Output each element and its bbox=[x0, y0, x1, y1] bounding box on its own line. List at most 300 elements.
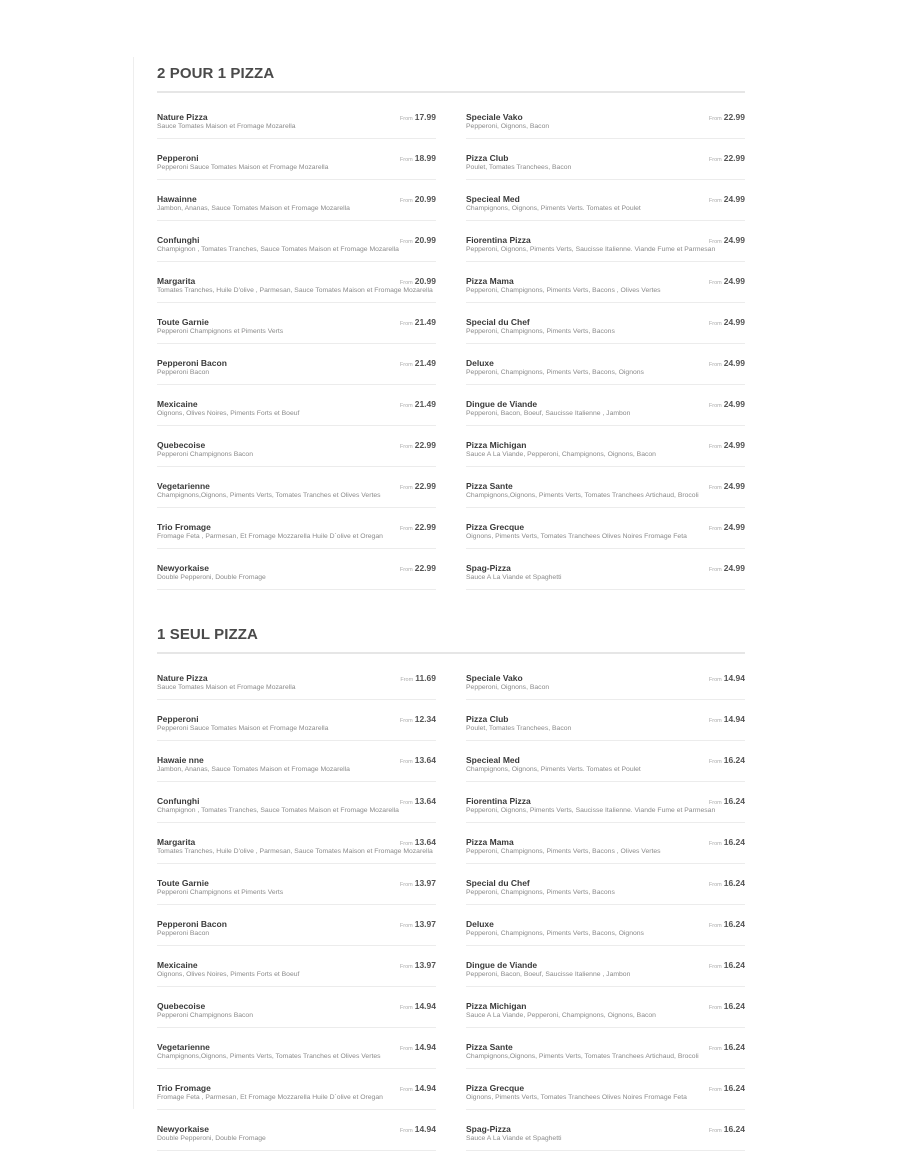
section-1-seul-pizza bbox=[157, 625, 745, 1160]
menu-item-header bbox=[466, 955, 745, 969]
menu-item-description: Pepperoni, Bacon, Boeuf, Saucisse Italienne , Jambon bbox=[466, 971, 631, 978]
menu-item[interactable] bbox=[466, 189, 745, 221]
menu-item-price bbox=[709, 148, 745, 166]
from-label: From bbox=[399, 923, 413, 929]
from-label: From bbox=[708, 882, 722, 888]
menu-item[interactable] bbox=[466, 955, 745, 987]
menu-item-name: Special du Chef bbox=[466, 878, 530, 888]
price-value: 14.94 bbox=[414, 1083, 436, 1093]
menu-item[interactable] bbox=[466, 558, 745, 590]
from-label: From bbox=[399, 718, 413, 724]
from-label: From bbox=[708, 157, 722, 163]
menu-item-description: Champignons,Oignons, Piments Verts, Tomates Tranchees Artichaud, Brocoli bbox=[466, 1053, 699, 1060]
from-label: From bbox=[708, 677, 722, 683]
price-value: 13.64 bbox=[414, 796, 436, 806]
menu-item-header bbox=[157, 750, 436, 764]
menu-item-name: Pepperoni bbox=[157, 714, 199, 724]
from-label: From bbox=[399, 800, 413, 806]
from-label: From bbox=[708, 964, 722, 970]
menu-item-price bbox=[709, 750, 745, 768]
price-value: 16.24 bbox=[723, 796, 745, 806]
from-label: From bbox=[708, 362, 722, 368]
price-value: 13.97 bbox=[414, 960, 436, 970]
menu-item[interactable] bbox=[157, 394, 436, 426]
from-label: From bbox=[708, 526, 722, 532]
menu-item-name: Pepperoni Bacon bbox=[157, 919, 227, 929]
from-label: From bbox=[399, 1087, 413, 1093]
from-label: From bbox=[708, 800, 722, 806]
price-value: 14.94 bbox=[414, 1042, 436, 1052]
price-value: 22.99 bbox=[414, 440, 436, 450]
menu-item-description: Tomates Tranches, Huile D'olive , Parmesan, Sauce Tomates Maison et Fromage Mozarella bbox=[157, 287, 433, 294]
menu-item-price bbox=[400, 996, 436, 1014]
price-value: 16.24 bbox=[723, 919, 745, 929]
menu-item[interactable] bbox=[466, 1037, 745, 1069]
menu-item-name: Confunghi bbox=[157, 796, 200, 806]
price-value: 22.99 bbox=[414, 563, 436, 573]
menu-item-description: Fromage Feta , Parmesan, Et Fromage Mozzarella Huile D`olive et Oregan bbox=[157, 1094, 383, 1101]
menu-item-name: Toute Garnie bbox=[157, 878, 209, 888]
menu-item-header bbox=[157, 271, 436, 285]
from-label: From bbox=[399, 882, 413, 888]
menu-item-price bbox=[709, 668, 745, 686]
from-label: From bbox=[399, 485, 413, 491]
menu-item-name: Specieal Med bbox=[466, 194, 520, 204]
menu-item-description: Pepperoni Bacon bbox=[157, 930, 210, 937]
menu-item-name: Fiorentina Pizza bbox=[466, 796, 531, 806]
menu-item-header bbox=[466, 353, 745, 367]
menu-item[interactable] bbox=[466, 709, 745, 741]
menu-item-name: Trio Fromage bbox=[157, 1083, 211, 1093]
menu-item-header bbox=[466, 914, 745, 928]
menu-item[interactable] bbox=[466, 476, 745, 508]
menu-item-name: Mexicaine bbox=[157, 960, 198, 970]
menu-item-header bbox=[466, 148, 745, 162]
menu-item[interactable] bbox=[157, 955, 436, 987]
from-label: From bbox=[399, 157, 413, 163]
menu-item[interactable] bbox=[157, 312, 436, 344]
price-value: 13.97 bbox=[414, 919, 436, 929]
menu-item[interactable] bbox=[157, 1037, 436, 1069]
menu-item[interactable] bbox=[157, 668, 436, 700]
menu-item-description: Pepperoni Champignons Bacon bbox=[157, 1012, 253, 1019]
menu-item-description: Champignons,Oignons, Piments Verts, Tomates Tranches et Olives Vertes bbox=[157, 1053, 381, 1060]
menu-item[interactable] bbox=[157, 353, 436, 385]
menu-item-price bbox=[709, 353, 745, 371]
menu-item-name: Vegetarienne bbox=[157, 481, 210, 491]
menu-item-name: Pizza Club bbox=[466, 153, 509, 163]
menu-item-name: Pizza Mama bbox=[466, 837, 514, 847]
menu-item-description: Double Pepperoni, Double Fromage bbox=[157, 574, 266, 581]
menu-item-name: Deluxe bbox=[466, 919, 494, 929]
menu-item-price bbox=[400, 1119, 436, 1137]
price-value: 21.49 bbox=[414, 399, 436, 409]
menu-item[interactable] bbox=[157, 873, 436, 905]
menu-item-header bbox=[157, 709, 436, 723]
menu-item-name: Specieal Med bbox=[466, 755, 520, 765]
menu-item-header bbox=[157, 517, 436, 531]
menu-item[interactable] bbox=[157, 1119, 436, 1151]
price-value: 24.99 bbox=[723, 522, 745, 532]
price-value: 24.99 bbox=[723, 317, 745, 327]
menu-item-price bbox=[400, 476, 436, 494]
price-value: 24.99 bbox=[723, 276, 745, 286]
price-value: 22.99 bbox=[723, 153, 745, 163]
menu-item[interactable] bbox=[157, 709, 436, 741]
price-value: 20.99 bbox=[414, 235, 436, 245]
menu-item-name: Hawaie nne bbox=[157, 755, 204, 765]
menu-item-header bbox=[157, 435, 436, 449]
menu-item-name: Quebecoise bbox=[157, 1001, 206, 1011]
menu-item-description: Pepperoni, Oignons, Piments Verts, Saucisse Italienne. Viande Fume et Parmesan bbox=[466, 246, 716, 253]
menu-item-name: Pizza Grecque bbox=[466, 1083, 525, 1093]
menu-item-description: Pepperoni, Champignons, Piments Verts, Bacons , Olives Vertes bbox=[466, 287, 661, 294]
section-title: 1 SEUL PIZZA bbox=[157, 626, 258, 643]
menu-item-description: Pepperoni, Bacon, Boeuf, Saucisse Italienne , Jambon bbox=[466, 410, 631, 417]
menu-item[interactable] bbox=[157, 107, 436, 139]
menu-item-price bbox=[709, 517, 745, 535]
menu-item-name: Hawainne bbox=[157, 194, 197, 204]
menu-item-price bbox=[400, 750, 436, 768]
menu-item-price bbox=[400, 668, 436, 686]
price-value: 21.49 bbox=[414, 317, 436, 327]
price-value: 24.99 bbox=[723, 358, 745, 368]
menu-item-header bbox=[466, 230, 745, 244]
menu-item-price bbox=[709, 914, 745, 932]
menu-item-description: Sauce Tomates Maison et Fromage Mozarella bbox=[157, 684, 296, 691]
menu-item-price bbox=[400, 791, 436, 809]
menu-item-description: Champignons, Oignons, Piments Verts. Tomates et Poulet bbox=[466, 766, 641, 773]
menu-item-price bbox=[709, 476, 745, 494]
menu-item-name: Pizza Grecque bbox=[466, 522, 525, 532]
from-label: From bbox=[399, 759, 413, 765]
menu-item-header bbox=[466, 558, 745, 572]
menu-item-description: Sauce A La Viande, Pepperoni, Champignons, Oignons, Bacon bbox=[466, 1012, 656, 1019]
menu-item-price bbox=[709, 312, 745, 330]
menu-item-name: Vegetarienne bbox=[157, 1042, 210, 1052]
from-label: From bbox=[399, 280, 413, 286]
from-label: From bbox=[399, 239, 413, 245]
menu-item-header bbox=[466, 189, 745, 203]
menu-item[interactable] bbox=[157, 791, 436, 823]
price-value: 24.99 bbox=[723, 563, 745, 573]
menu-item-price bbox=[709, 271, 745, 289]
menu-item-name: Pepperoni Bacon bbox=[157, 358, 227, 368]
menu-item-description: Pepperoni, Oignons, Bacon bbox=[466, 684, 550, 691]
menu-item-name: Trio Fromage bbox=[157, 522, 211, 532]
menu-item[interactable] bbox=[466, 148, 745, 180]
from-label: From bbox=[399, 1128, 413, 1134]
from-label: From bbox=[399, 403, 413, 409]
menu-item-name: Pepperoni bbox=[157, 153, 199, 163]
menu-item[interactable] bbox=[466, 353, 745, 385]
menu-item[interactable] bbox=[157, 271, 436, 303]
menu-column-left bbox=[157, 668, 436, 1160]
price-value: 16.24 bbox=[723, 878, 745, 888]
menu-item[interactable] bbox=[466, 750, 745, 782]
price-value: 13.64 bbox=[414, 837, 436, 847]
price-value: 16.24 bbox=[723, 1042, 745, 1052]
menu-item-name: Speciale Vako bbox=[466, 112, 523, 122]
menu-item-price bbox=[400, 435, 436, 453]
menu-item-header bbox=[157, 996, 436, 1010]
menu-item-name: Speciale Vako bbox=[466, 673, 523, 683]
menu-item-description: Champignon , Tomates Tranches, Sauce Tomates Maison et Fromage Mozarella bbox=[157, 807, 399, 814]
menu-item-price bbox=[709, 1119, 745, 1137]
menu-item[interactable] bbox=[157, 435, 436, 467]
menu-item-description: Fromage Feta , Parmesan, Et Fromage Mozzarella Huile D`olive et Oregan bbox=[157, 533, 383, 540]
menu-item-header bbox=[466, 996, 745, 1010]
price-value: 16.24 bbox=[723, 1124, 745, 1134]
from-label: From bbox=[708, 567, 722, 573]
menu-item[interactable] bbox=[466, 271, 745, 303]
menu-item-description: Pepperoni, Champignons, Piments Verts, Bacons, Oignons bbox=[466, 369, 644, 376]
menu-item-price bbox=[709, 996, 745, 1014]
menu-item-header bbox=[157, 1078, 436, 1092]
menu-item-header bbox=[466, 517, 745, 531]
menu-item-name: Pizza Club bbox=[466, 714, 509, 724]
menu-item-name: Nature Pizza bbox=[157, 673, 208, 683]
menu-item-name: Pizza Mama bbox=[466, 276, 514, 286]
menu-item[interactable] bbox=[157, 517, 436, 549]
menu-column-left bbox=[157, 107, 436, 599]
price-value: 22.99 bbox=[723, 112, 745, 122]
menu-item-description: Tomates Tranches, Huile D'olive , Parmesan, Sauce Tomates Maison et Fromage Mozarella bbox=[157, 848, 433, 855]
price-value: 22.99 bbox=[414, 481, 436, 491]
price-value: 14.94 bbox=[414, 1124, 436, 1134]
menu-item-name: Confunghi bbox=[157, 235, 200, 245]
menu-item-description: Jambon, Ananas, Sauce Tomates Maison et Fromage Mozarella bbox=[157, 205, 350, 212]
menu-item[interactable] bbox=[157, 476, 436, 508]
menu-item-header bbox=[466, 791, 745, 805]
menu-item-description: Sauce A La Viande, Pepperoni, Champignons, Oignons, Bacon bbox=[466, 451, 656, 458]
price-value: 17.99 bbox=[414, 112, 436, 122]
menu-item[interactable] bbox=[157, 148, 436, 180]
from-label: From bbox=[400, 677, 414, 683]
menu-item-description: Pepperoni Sauce Tomates Maison et Fromage Mozarella bbox=[157, 164, 329, 171]
menu-item-price bbox=[400, 230, 436, 248]
menu-item-name: Fiorentina Pizza bbox=[466, 235, 531, 245]
menu-item-price bbox=[709, 1037, 745, 1055]
menu-item[interactable] bbox=[157, 1078, 436, 1110]
menu-item[interactable] bbox=[466, 668, 745, 700]
menu-item-description: Oignons, Olives Noires, Piments Forts et Boeuf bbox=[157, 410, 300, 417]
menu-item-description: Poulet, Tomates Tranchees, Bacon bbox=[466, 725, 572, 732]
menu-item-description: Champignons,Oignons, Piments Verts, Tomates Tranches et Olives Vertes bbox=[157, 492, 381, 499]
price-value: 16.24 bbox=[723, 1083, 745, 1093]
price-value: 24.99 bbox=[723, 194, 745, 204]
menu-item-description: Poulet, Tomates Tranchees, Bacon bbox=[466, 164, 572, 171]
menu-item-header bbox=[157, 832, 436, 846]
menu-item-price bbox=[400, 914, 436, 932]
price-value: 24.99 bbox=[723, 399, 745, 409]
menu-item-name: Pizza Sante bbox=[466, 481, 513, 491]
menu-item-header bbox=[466, 1119, 745, 1133]
menu-columns bbox=[157, 107, 745, 599]
menu-item-header bbox=[466, 668, 745, 682]
from-label: From bbox=[708, 1087, 722, 1093]
menu-item-description: Pepperoni Champignons et Piments Verts bbox=[157, 328, 284, 335]
menu-item-price bbox=[709, 189, 745, 207]
menu-item-price bbox=[400, 394, 436, 412]
menu-item-header bbox=[157, 230, 436, 244]
menu-item-price bbox=[709, 955, 745, 973]
from-label: From bbox=[708, 198, 722, 204]
menu-item-description: Pepperoni, Champignons, Piments Verts, Bacons bbox=[466, 889, 615, 896]
menu-item-price bbox=[709, 558, 745, 576]
menu-item[interactable] bbox=[466, 1119, 745, 1151]
menu-item-header bbox=[157, 914, 436, 928]
menu-item-header bbox=[157, 476, 436, 490]
price-value: 18.99 bbox=[414, 153, 436, 163]
menu-item-price bbox=[400, 558, 436, 576]
menu-item-description: Oignons, Piments Verts, Tomates Tranchees Olives Noires Fromage Feta bbox=[466, 1094, 687, 1101]
menu-item-description: Oignons, Piments Verts, Tomates Tranchees Olives Noires Fromage Feta bbox=[466, 533, 687, 540]
menu-item-header bbox=[466, 312, 745, 326]
price-value: 22.99 bbox=[414, 522, 436, 532]
menu-item-name: Pizza Sante bbox=[466, 1042, 513, 1052]
price-value: 20.99 bbox=[414, 276, 436, 286]
menu-item[interactable] bbox=[466, 394, 745, 426]
menu-columns bbox=[157, 668, 745, 1160]
menu-item-price bbox=[400, 517, 436, 535]
menu-item-description: Pepperoni Bacon bbox=[157, 369, 210, 376]
menu-item[interactable] bbox=[466, 873, 745, 905]
from-label: From bbox=[708, 321, 722, 327]
menu-item[interactable] bbox=[157, 558, 436, 590]
page-left-border bbox=[133, 57, 134, 1109]
menu-item-price bbox=[709, 709, 745, 727]
price-value: 20.99 bbox=[414, 194, 436, 204]
section-divider bbox=[157, 91, 745, 93]
price-value: 14.94 bbox=[723, 673, 745, 683]
from-label: From bbox=[399, 1005, 413, 1011]
menu-item-header bbox=[466, 107, 745, 121]
menu-item-name: Spag-Pizza bbox=[466, 563, 511, 573]
menu-item-name: Spag-Pizza bbox=[466, 1124, 511, 1134]
section-title: 2 POUR 1 PIZZA bbox=[157, 65, 275, 82]
menu-item-description: Oignons, Olives Noires, Piments Forts et Boeuf bbox=[157, 971, 300, 978]
menu-item-price bbox=[709, 435, 745, 453]
menu-item-price bbox=[400, 709, 436, 727]
menu-item-name: Pizza Michigan bbox=[466, 1001, 527, 1011]
section-divider bbox=[157, 652, 745, 654]
menu-item-name: Dingue de Viande bbox=[466, 399, 538, 409]
menu-item-name: Margarita bbox=[157, 276, 196, 286]
menu-item-price bbox=[400, 1078, 436, 1096]
menu-item[interactable] bbox=[466, 914, 745, 946]
menu-item-description: Pepperoni Sauce Tomates Maison et Fromage Mozarella bbox=[157, 725, 329, 732]
from-label: From bbox=[708, 485, 722, 491]
price-value: 16.24 bbox=[723, 837, 745, 847]
price-value: 11.69 bbox=[415, 673, 436, 683]
menu-item-header bbox=[466, 476, 745, 490]
menu-item-description: Sauce A La Viande et Spaghetti bbox=[466, 1135, 562, 1142]
from-label: From bbox=[399, 567, 413, 573]
menu-item-header bbox=[157, 312, 436, 326]
menu-item-name: Nature Pizza bbox=[157, 112, 208, 122]
menu-item[interactable] bbox=[157, 230, 436, 262]
menu-item-description: Pepperoni Champignons Bacon bbox=[157, 451, 253, 458]
from-label: From bbox=[708, 841, 722, 847]
menu-item-name: Quebecoise bbox=[157, 440, 206, 450]
price-value: 12.34 bbox=[414, 714, 436, 724]
menu-item-description: Pepperoni, Champignons, Piments Verts, Bacons, Oignons bbox=[466, 930, 644, 937]
menu-item-header bbox=[466, 750, 745, 764]
menu-item[interactable] bbox=[466, 107, 745, 139]
menu-item[interactable] bbox=[466, 996, 745, 1028]
from-label: From bbox=[708, 1128, 722, 1134]
menu-item-header bbox=[157, 353, 436, 367]
menu-item-price bbox=[709, 832, 745, 850]
menu-item-price bbox=[400, 873, 436, 891]
from-label: From bbox=[708, 759, 722, 765]
menu-item-header bbox=[157, 107, 436, 121]
menu-item-price bbox=[400, 955, 436, 973]
from-label: From bbox=[708, 923, 722, 929]
menu-item[interactable] bbox=[466, 832, 745, 864]
menu-item[interactable] bbox=[157, 996, 436, 1028]
menu-item[interactable] bbox=[157, 832, 436, 864]
menu-item[interactable] bbox=[466, 1078, 745, 1110]
menu-item-description: Champignon , Tomates Tranches, Sauce Tomates Maison et Fromage Mozarella bbox=[157, 246, 399, 253]
menu-item-header bbox=[466, 394, 745, 408]
menu-item-header bbox=[157, 873, 436, 887]
menu-item-header bbox=[157, 955, 436, 969]
menu-item[interactable] bbox=[466, 791, 745, 823]
menu-item-header bbox=[157, 558, 436, 572]
menu-item[interactable] bbox=[157, 189, 436, 221]
menu-item[interactable] bbox=[157, 914, 436, 946]
menu-item-header bbox=[157, 148, 436, 162]
menu-item-price bbox=[709, 107, 745, 125]
menu-item-price bbox=[400, 189, 436, 207]
menu-item-name: Pizza Michigan bbox=[466, 440, 527, 450]
menu-item-description: Pepperoni Champignons et Piments Verts bbox=[157, 889, 284, 896]
from-label: From bbox=[399, 526, 413, 532]
menu-item-header bbox=[157, 791, 436, 805]
from-label: From bbox=[399, 321, 413, 327]
menu-item-description: Sauce A La Viande et Spaghetti bbox=[466, 574, 562, 581]
menu-item-header bbox=[466, 1078, 745, 1092]
price-value: 16.24 bbox=[723, 960, 745, 970]
menu-item-header bbox=[157, 668, 436, 682]
menu-item-header bbox=[466, 832, 745, 846]
from-label: From bbox=[708, 444, 722, 450]
menu-item[interactable] bbox=[466, 230, 745, 262]
price-value: 21.49 bbox=[414, 358, 436, 368]
menu-column-right bbox=[466, 668, 745, 1160]
price-value: 16.24 bbox=[723, 1001, 745, 1011]
price-value: 16.24 bbox=[723, 755, 745, 765]
menu-item-name: Special du Chef bbox=[466, 317, 530, 327]
menu-item[interactable] bbox=[466, 517, 745, 549]
menu-item-price bbox=[709, 394, 745, 412]
menu-item[interactable] bbox=[466, 435, 745, 467]
menu-item-header bbox=[157, 1119, 436, 1133]
menu-item[interactable] bbox=[157, 750, 436, 782]
price-value: 13.97 bbox=[414, 878, 436, 888]
menu-item[interactable] bbox=[466, 312, 745, 344]
menu-item-description: Champignons,Oignons, Piments Verts, Tomates Tranchees Artichaud, Brocoli bbox=[466, 492, 699, 499]
menu-item-description: Pepperoni, Champignons, Piments Verts, Bacons , Olives Vertes bbox=[466, 848, 661, 855]
menu-item-description: Champignons, Oignons, Piments Verts. Tomates et Poulet bbox=[466, 205, 641, 212]
menu-item-header bbox=[466, 709, 745, 723]
menu-item-price bbox=[709, 1078, 745, 1096]
menu-item-header bbox=[466, 435, 745, 449]
menu-item-description: Jambon, Ananas, Sauce Tomates Maison et Fromage Mozarella bbox=[157, 766, 350, 773]
menu-item-name: Newyorkaise bbox=[157, 563, 209, 573]
